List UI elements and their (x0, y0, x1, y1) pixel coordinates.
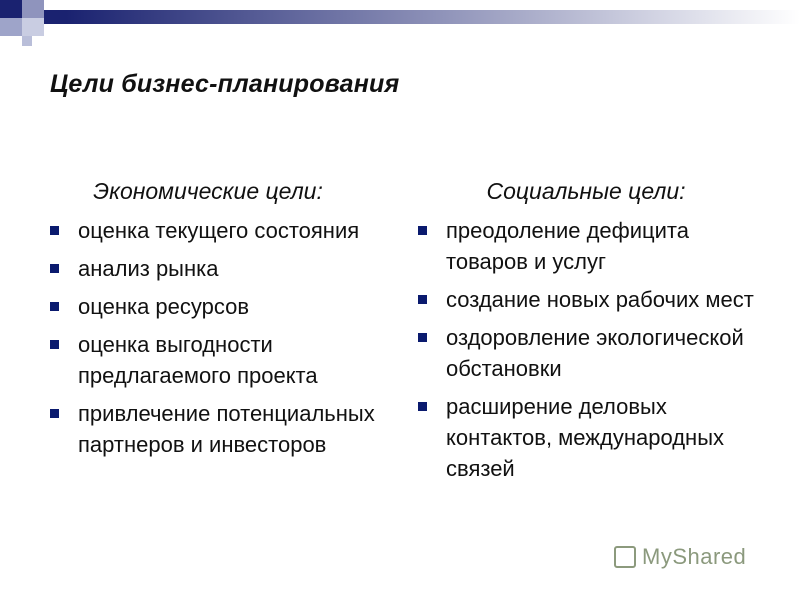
list-item: оценка ресурсов (48, 291, 388, 322)
economic-goals-column (48, 178, 388, 467)
social-goals-column (416, 178, 766, 491)
list-item: оздоровление экологической обстановки (416, 322, 766, 384)
myshared-logo-icon (614, 546, 636, 568)
list-item: анализ рынка (48, 253, 388, 284)
list-item: привлечение потенциальных партнеров и инвесторов (48, 398, 388, 460)
square-bullet-icon (50, 264, 59, 273)
square-bullet-icon (50, 302, 59, 311)
list-item: оценка текущего состояния (48, 215, 388, 246)
myshared-watermark: MyShared (614, 544, 746, 570)
social-goals-list (416, 215, 766, 484)
square-bullet-icon (50, 409, 59, 418)
square-bullet-icon (418, 226, 427, 235)
square-bullet-icon (418, 333, 427, 342)
slide-title: Цели бизнес-планирования (50, 70, 400, 98)
square-bullet-icon (50, 226, 59, 235)
social-goals-heading: Социальные цели: (486, 178, 686, 204)
square-bullet-icon (418, 295, 427, 304)
economic-goals-list (48, 215, 388, 460)
square-bullet-icon (50, 340, 59, 349)
list-item: оценка выгодности предлагаемого проекта (48, 329, 388, 391)
list-item: расширение деловых контактов, международных связей (416, 391, 766, 484)
header-decoration (0, 0, 800, 50)
list-item: преодоление дефицита товаров и услуг (416, 215, 766, 277)
economic-goals-heading: Экономические цели: (93, 178, 323, 204)
list-item: создание новых рабочих мест (416, 284, 766, 315)
square-bullet-icon (418, 402, 427, 411)
